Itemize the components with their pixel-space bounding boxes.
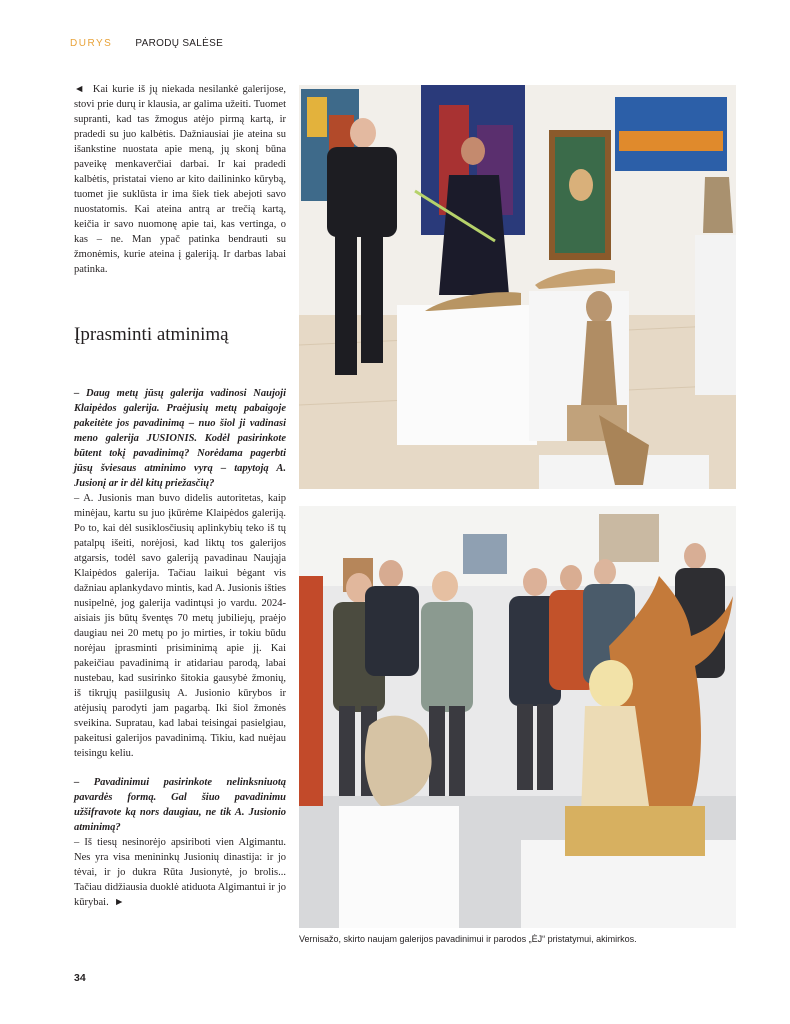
gallery-photo-top [299,85,736,489]
answer-2 [74,835,286,910]
answer-2-text: – Iš tiesų nesinorėjo apsiriboti vien Algimantu. Nes yra visa menininkų Jusionių dinastija: ir jo tėvai, ir jo dukra Rūta Jusionytė, jo brolis... Tačiau didžiausia duoklė atiduota Algimantui ir jo kūrybai. [74,837,286,908]
running-header [70,38,223,49]
page-number: 34 [74,972,86,984]
continue-marker: ◄ [74,84,85,95]
opening-crowd-image [299,506,736,928]
end-marker: ► [113,897,125,908]
answer-1: – A. Jusionis man buvo didelis autoritetas, kaip minėjau, kartu su juo įkūrėme Klaipėdos galeriją. Po to, kai dėl susiklosčiusių aplinkybių teko iš tų patalpų išeiti, norėjosi, kad liktų tos galerijos atgarsis, todėl savo galeriją pavadinau Naująja Klaipėdos galerija. Tačiau laikui bėgant vis dažniau aplankydavo mintis, kad A. Jusionis išties nusipelnė, jog galerija vadintųsi jo vardu. 2024-aisiais jis būtų šventęs 70 metų jubiliejų, praėjo daugiau nei 20 metų po jo mirties, ir tokiu būdu norėjau įprasminti prisiminimą apie jį. Kai pakeičiau pavadinimą ir atidariau parodą, labai nustebau, kad susirinko šitokia gausybė žmonių, iš tikrųjų pasiilgusių A. Jusionio kūrybos ir atėjusių parodyti jam pagarbą. Iki šiol žmonės sveikina. Supratau, kad labai teisingai pasielgiau, pakeitusi galerijos pavadinimą. Tikiu, kad nuėjau teisingu keliu. [74,493,286,759]
gallery-photo-bottom [299,506,736,928]
section-heading: Įprasminti atminimą [74,324,229,345]
exhibition-hall-image [299,85,736,489]
question-1: – Daug metų jūsų galerija vadinosi Naujoji Klaipėdos galerija. Praėjusių metų pabaigoje pakeitėte jos pavadinimą – nuo šiol ji vadinasi meno galerija JUSIONIS. Kodėl pasirinkote būtent tokį pavadinimą? Norėdama pagerbti jūsų šviesaus atminimo vyrą – tapytoją A. Jusionį ar ir dėl kitų priežasčių? [74,388,286,489]
section-name: PARODŲ SALĖSE [135,38,224,49]
question-2: – Pavadinimui pasirinkote nelinksniuotą pavardės formą. Gal šiuo pavadinimu užšifravote ką nors daugiau, ne tik A. Jusionio atminimą? [74,777,286,833]
photo-caption: Vernisažo, skirto naujam galerijos pavadinimui ir parodos „ĖJ“ pristatymui, akimirkos. [299,934,637,944]
magazine-name: DURYS [70,38,113,49]
interview-column [74,386,286,910]
intro-paragraph [74,82,286,277]
intro-text: Kai kurie iš jų niekada nesilankė galerijose, stovi prie durų ir klausia, ar galima užeiti. Tuomet supranti, kad tas žmogus atėjo pirmą kartą, ir pradedi su juo kalbėtis. Dažniausiai jie ateina su išankstine nuostata apie meną, jų skonį būna paveikę menkaverčiai darbai. Ir kai pradedi kalbėtis, pristatai vieno ar kito dailininko kūrybą, tuomet jie suklūsta ir ima šiek tiek abejoti savo nuostatomis. Kai ateina antrą ar trečią kartą, keičia ir savo nuomonę apie tai, kas vertinga, o kas – ne. Man ypač patinka bendrauti su žmonėmis, kurie ateina į galeriją. Ir darbas labai patinka. [74,84,286,275]
